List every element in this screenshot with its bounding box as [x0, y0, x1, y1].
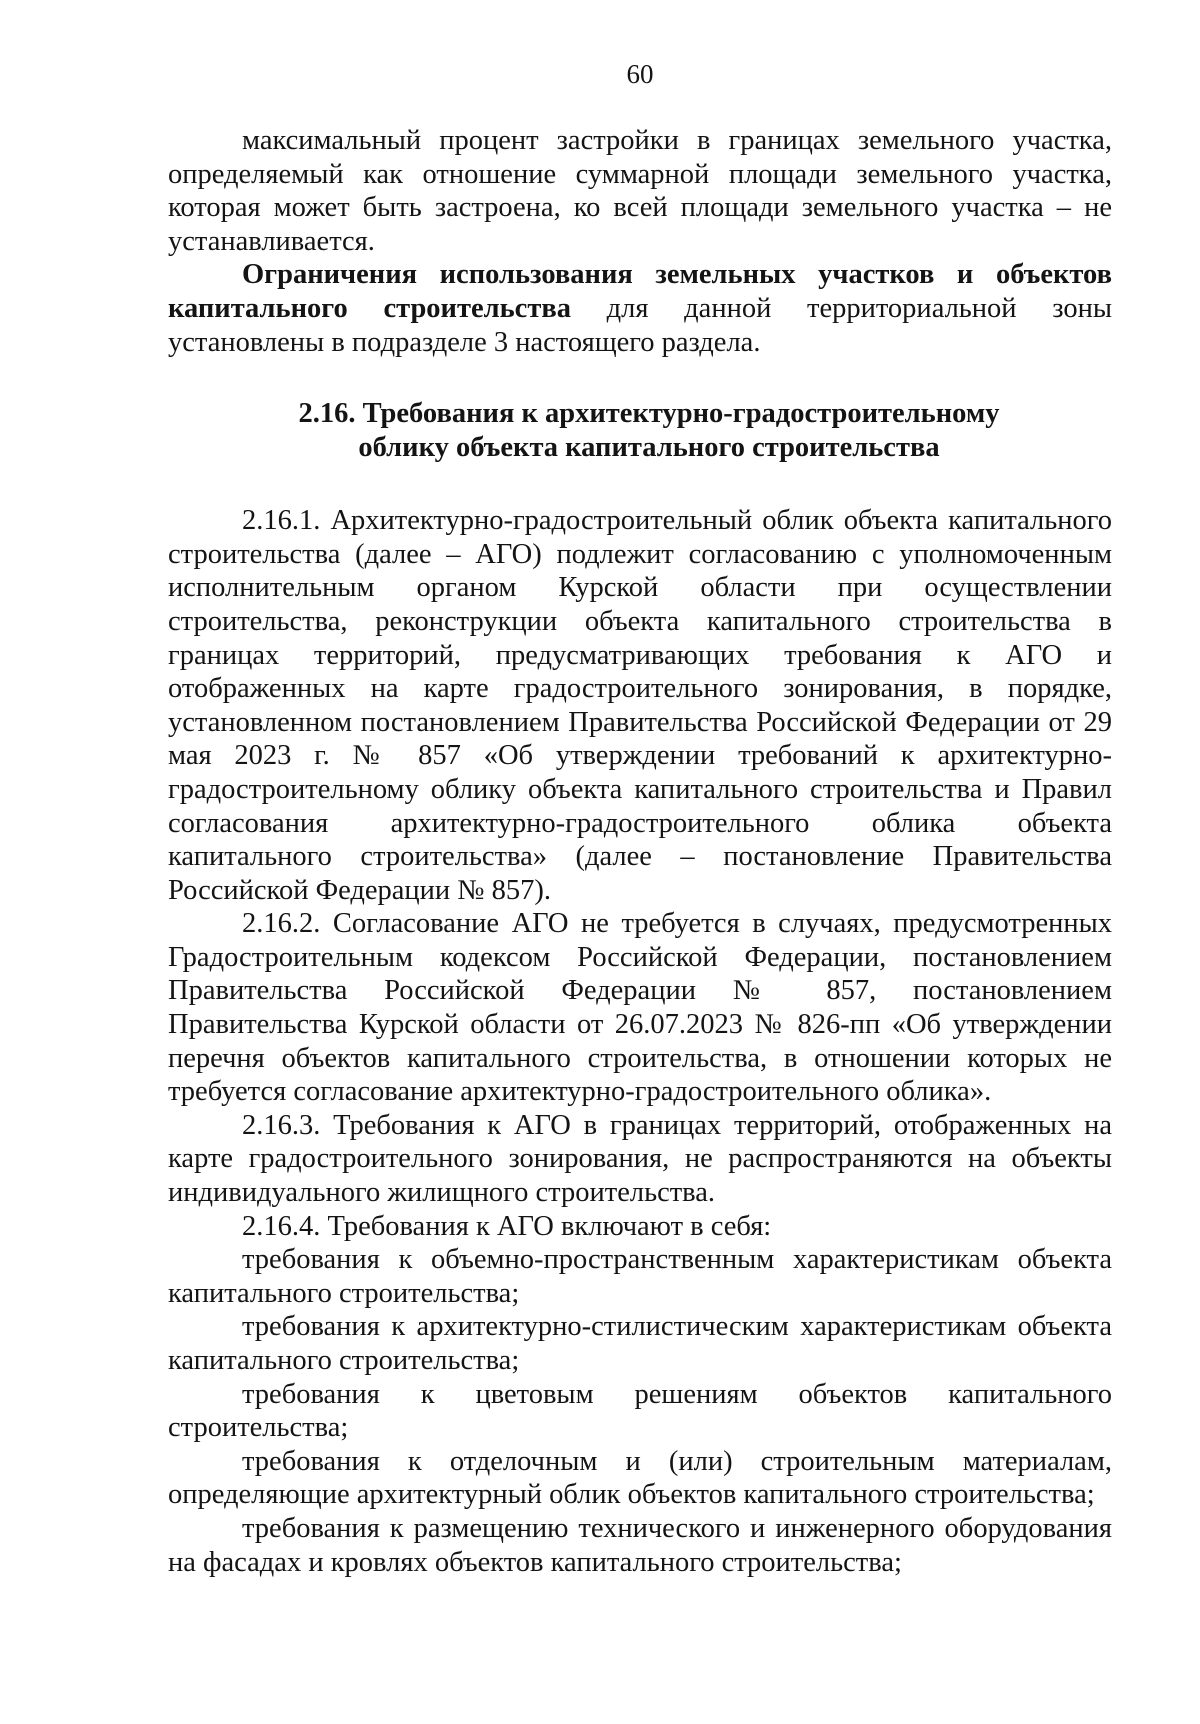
- item-2-16-2: 2.16.2. Согласование АГО не требуется в случаях, предусмотренных Градостроительным кодексом Российской Федерации, постановлением Правительства Российской Федерации № 857, постановлением Правительства Курской области от 26.07.2023 № 826-пп «Об утверждении перечня объектов капитального строительства, в отношении которых не требуется согласование архитектурно-градостроительного облика».: [168, 908, 1112, 1108]
- requirement-list-item: требования к отделочным и (или) строительным материалам, определяющие архитектурный облик объектов капитального строительства;: [168, 1445, 1112, 1511]
- restrictions-regular-text: для данной территориальной зоны установлены в подразделе 3 настоящего раздела.: [168, 292, 1112, 358]
- section-heading: [168, 397, 1112, 465]
- requirement-list-item: требования к размещению технического и инженерного оборудования на фасадах и кровлях объектов капитального строительства;: [168, 1512, 1112, 1578]
- item-2-16-3: 2.16.3. Требования к АГО в границах территорий, отображенных на карте градостроительного зонирования, не распространяются на объекты индивидуального жилищного строительства.: [168, 1109, 1112, 1209]
- restrictions-bold-text: Ограничения использования земельных участков и объектов капитального строительства: [168, 259, 1112, 324]
- paragraph-building-percentage: максимальный процент застройки в границах земельного участка, определяемый как отношение суммарной площади земельного участка, которая может быть застроена, ко всей площади земельного участка – не устанавливается.: [168, 125, 1112, 257]
- section-heading-line-2: облику объекта капитального строительства: [358, 432, 940, 464]
- paragraph-land-use-restrictions: [168, 258, 1112, 359]
- document-body: [168, 124, 1112, 1579]
- item-2-16-1: 2.16.1. Архитектурно-градостроительный облик объекта капитального строительства (далее – АГО) подлежит согласованию с уполномоченным исполнительным органом Курской области при осуществлении строительства, реконструкции объекта капитального строительства в границах территорий, предусматривающих требования к АГО и отображенных на карте градостроительного зонирования, в порядке, установленном постановлением Правительства Российской Федерации от 29 мая 2023 г. № 857 «Об утверждении требований к архитектурно-градостроительному облику объекта капитального строительства и Правил согласования архитектурно-градостроительного облика объекта капитального строительства» (далее – постановление Правительства Российской Федерации № 857).: [168, 505, 1112, 906]
- requirement-list-item: требования к архитектурно-стилистическим характеристикам объекта капитального строительства;: [168, 1311, 1112, 1376]
- item-2-16-4: 2.16.4. Требования к АГО включают в себя:: [242, 1210, 772, 1242]
- section-heading-line-1: 2.16. Требования к архитектурно-градостроительному: [298, 398, 1000, 430]
- page-number: 60: [626, 59, 654, 89]
- requirement-list-item: требования к объемно-пространственным характеристикам объекта капитального строительства;: [168, 1244, 1112, 1309]
- requirement-list-item: требования к цветовым решениям объектов капитального строительства;: [168, 1378, 1112, 1444]
